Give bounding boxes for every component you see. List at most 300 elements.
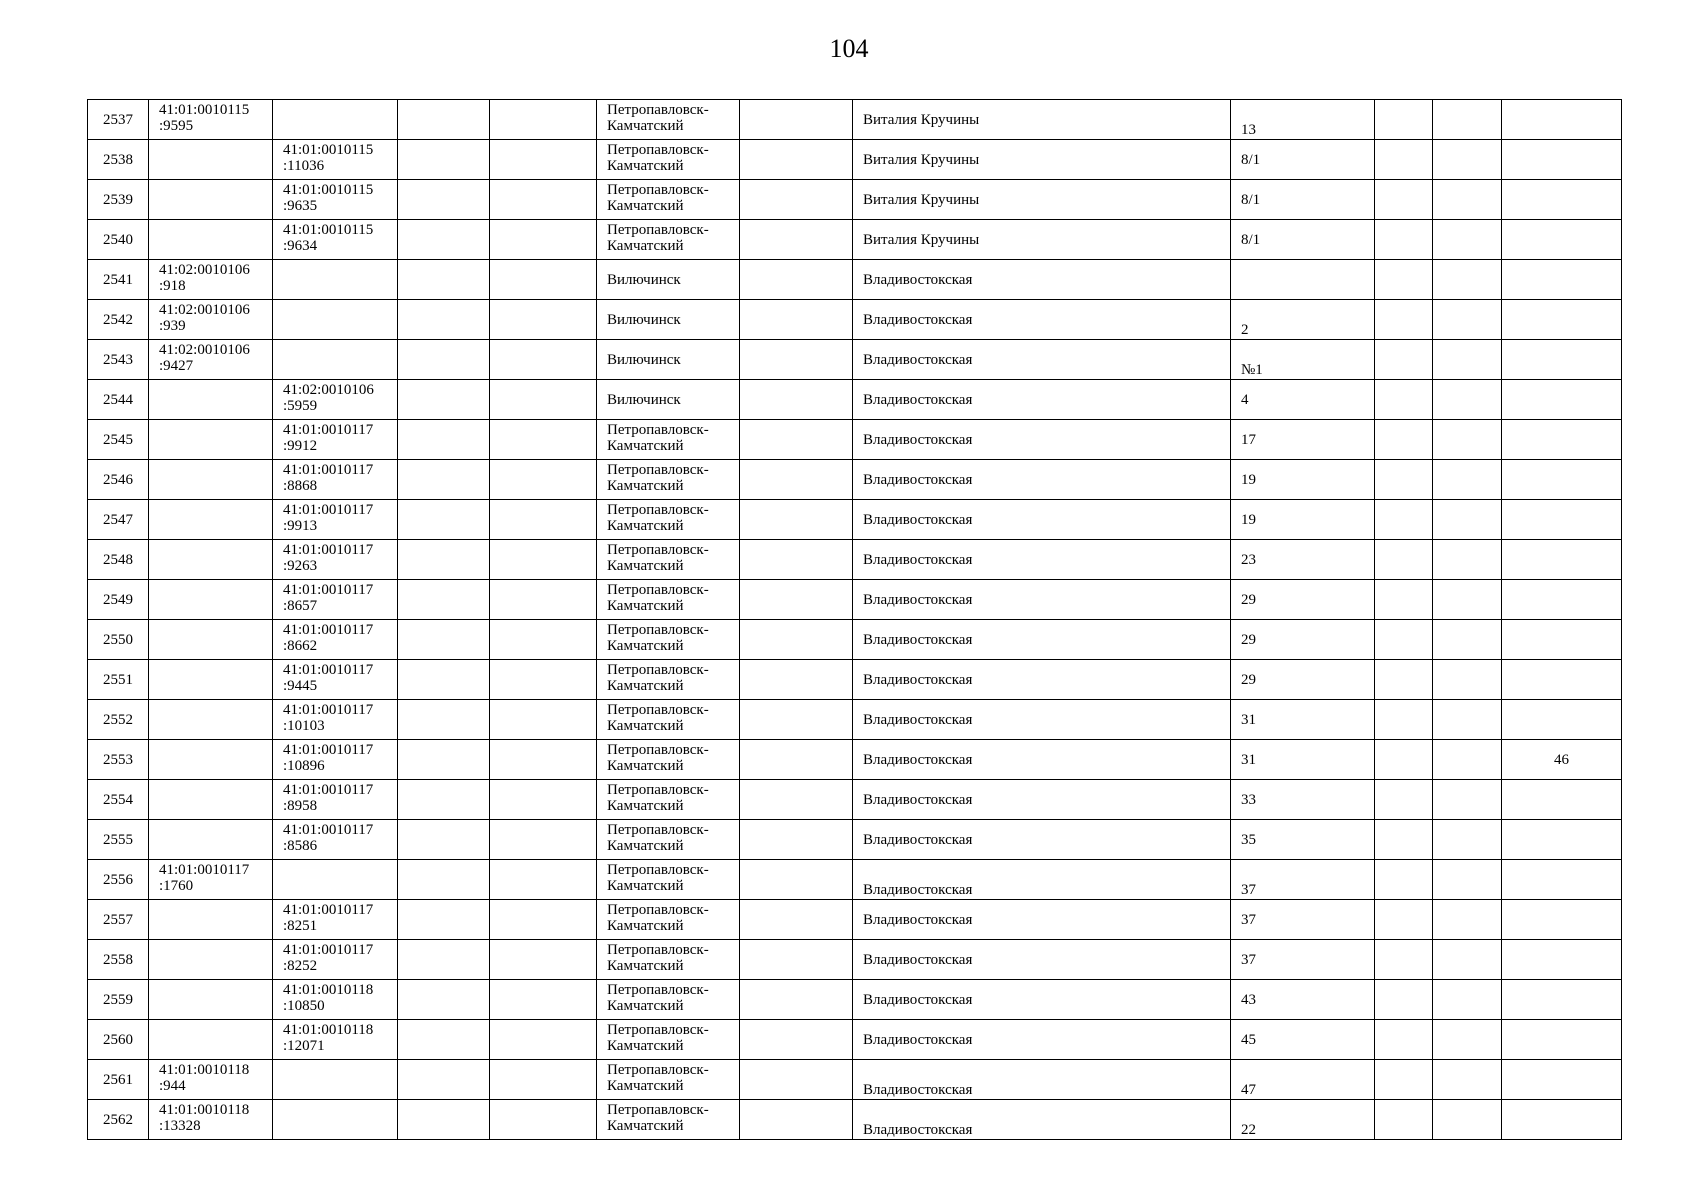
house-number-cell: 19: [1231, 500, 1375, 540]
cadastral-number-secondary: [273, 1060, 398, 1100]
cell-line: Петропавловск-: [607, 702, 709, 718]
row-number: 2552: [88, 700, 149, 740]
house-number-cell: 37: [1231, 940, 1375, 980]
cell-line: :9427: [159, 358, 194, 374]
table-row: [88, 460, 1622, 500]
empty-cell: [1433, 220, 1502, 260]
street-cell: Владивостокская: [853, 540, 1231, 580]
empty-cell: [490, 100, 597, 140]
cadastral-number-secondary: [273, 740, 398, 780]
table-row: [88, 1060, 1622, 1100]
empty-cell: [490, 420, 597, 460]
empty-cell: [398, 740, 490, 780]
empty-cell: [1433, 1020, 1502, 1060]
cell-line: 41:01:0010118: [283, 1022, 374, 1038]
cell-line: 41:01:0010117: [283, 462, 374, 478]
empty-cell: [740, 900, 853, 940]
city-cell: Вилючинск: [597, 340, 740, 380]
empty-cell: [740, 1100, 853, 1140]
street-cell: Владивостокская: [853, 780, 1231, 820]
empty-cell: [740, 860, 853, 900]
empty-cell: [1433, 580, 1502, 620]
cell-line: Петропавловск-: [607, 862, 709, 878]
apartment-cell: [1502, 260, 1622, 300]
cadastral-number-primary: [149, 260, 273, 300]
cell-line: 41:01:0010117: [283, 702, 374, 718]
city-cell: [597, 740, 740, 780]
row-number: 2545: [88, 420, 149, 460]
table-row: [88, 940, 1622, 980]
cadastral-number-secondary: [273, 980, 398, 1020]
cell-line: :944: [159, 1078, 186, 1094]
cell-line: 41:01:0010115: [159, 102, 250, 118]
empty-cell: [740, 100, 853, 140]
cell-line: Петропавловск-: [607, 1022, 709, 1038]
street-cell: Владивостокская: [853, 420, 1231, 460]
apartment-cell: [1502, 860, 1622, 900]
cell-line: 41:02:0010106: [283, 382, 374, 398]
empty-cell: [1375, 660, 1433, 700]
empty-cell: [1433, 660, 1502, 700]
house-number-cell: 45: [1231, 1020, 1375, 1060]
row-number: 2561: [88, 1060, 149, 1100]
cadastral-number-primary: [149, 980, 273, 1020]
table-row: [88, 140, 1622, 180]
street-cell: Виталия Кручины: [853, 220, 1231, 260]
cell-line: Камчатский: [607, 958, 684, 974]
row-number: 2546: [88, 460, 149, 500]
apartment-cell: [1502, 980, 1622, 1020]
house-number-cell: 31: [1231, 700, 1375, 740]
empty-cell: [740, 580, 853, 620]
city-cell: [597, 620, 740, 660]
empty-cell: [398, 820, 490, 860]
cadastral-number-primary: [149, 940, 273, 980]
cell-line: :13328: [159, 1118, 201, 1134]
empty-cell: [490, 1020, 597, 1060]
house-number-cell: 22: [1231, 1100, 1375, 1140]
table-row: [88, 820, 1622, 860]
row-number: 2559: [88, 980, 149, 1020]
cell-line: :9912: [283, 438, 318, 454]
cadastral-number-primary: [149, 100, 273, 140]
city-cell: [597, 420, 740, 460]
empty-cell: [490, 260, 597, 300]
cadastral-number-primary: [149, 900, 273, 940]
cell-line: :8252: [283, 958, 318, 974]
empty-cell: [1433, 260, 1502, 300]
cell-line: :8662: [283, 638, 318, 654]
table-row: [88, 420, 1622, 460]
cadastral-number-primary: [149, 220, 273, 260]
city-cell: [597, 1020, 740, 1060]
cell-line: Камчатский: [607, 438, 684, 454]
apartment-cell: [1502, 620, 1622, 660]
cell-line: Петропавловск-: [607, 1102, 709, 1118]
row-number: 2543: [88, 340, 149, 380]
empty-cell: [398, 1100, 490, 1140]
cadastral-number-primary: [149, 420, 273, 460]
table-row: [88, 220, 1622, 260]
cell-line: Камчатский: [607, 478, 684, 494]
cadastral-number-primary: [149, 300, 273, 340]
city-cell: [597, 220, 740, 260]
street-cell: Виталия Кручины: [853, 100, 1231, 140]
empty-cell: [1375, 1020, 1433, 1060]
empty-cell: [398, 300, 490, 340]
empty-cell: [1433, 540, 1502, 580]
cadastral-number-secondary: [273, 860, 398, 900]
empty-cell: [398, 900, 490, 940]
cadastral-number-primary: [149, 500, 273, 540]
empty-cell: [740, 660, 853, 700]
row-number: 2544: [88, 380, 149, 420]
row-number: 2539: [88, 180, 149, 220]
cell-line: Петропавловск-: [607, 902, 709, 918]
empty-cell: [490, 1060, 597, 1100]
empty-cell: [1433, 100, 1502, 140]
empty-cell: [398, 380, 490, 420]
apartment-cell: [1502, 780, 1622, 820]
street-cell: Владивостокская: [853, 900, 1231, 940]
cell-line: :9634: [283, 238, 318, 254]
empty-cell: [740, 700, 853, 740]
apartment-cell: [1502, 380, 1622, 420]
row-number: 2560: [88, 1020, 149, 1060]
page-number: 104: [829, 34, 869, 63]
empty-cell: [490, 780, 597, 820]
house-number-cell: 37: [1231, 900, 1375, 940]
empty-cell: [1375, 220, 1433, 260]
cell-line: 41:01:0010118: [159, 1102, 250, 1118]
apartment-cell: 46: [1502, 740, 1622, 780]
address-registry-table: [87, 99, 1622, 1140]
empty-cell: [1433, 380, 1502, 420]
empty-cell: [740, 300, 853, 340]
cell-line: 41:01:0010115: [283, 142, 374, 158]
empty-cell: [490, 980, 597, 1020]
empty-cell: [740, 460, 853, 500]
cell-line: 41:01:0010117: [283, 662, 374, 678]
empty-cell: [1375, 900, 1433, 940]
empty-cell: [740, 1020, 853, 1060]
cadastral-number-primary: [149, 460, 273, 500]
empty-cell: [398, 780, 490, 820]
house-number-cell: 29: [1231, 580, 1375, 620]
cell-line: 41:01:0010117: [283, 782, 374, 798]
empty-cell: [490, 820, 597, 860]
empty-cell: [490, 500, 597, 540]
empty-cell: [1375, 420, 1433, 460]
empty-cell: [1433, 420, 1502, 460]
empty-cell: [1433, 300, 1502, 340]
street-cell: Владивостокская: [853, 340, 1231, 380]
row-number: 2551: [88, 660, 149, 700]
empty-cell: [1433, 820, 1502, 860]
house-number-cell: 31: [1231, 740, 1375, 780]
cell-line: :918: [159, 278, 186, 294]
cell-line: :10103: [283, 718, 325, 734]
empty-cell: [740, 180, 853, 220]
house-number-cell: 4: [1231, 380, 1375, 420]
apartment-cell: [1502, 420, 1622, 460]
table-row: [88, 100, 1622, 140]
cell-line: :11036: [283, 158, 325, 174]
cell-line: Петропавловск-: [607, 142, 709, 158]
cadastral-number-primary: [149, 1020, 273, 1060]
empty-cell: [398, 260, 490, 300]
city-cell: [597, 1060, 740, 1100]
cell-line: Камчатский: [607, 758, 684, 774]
empty-cell: [1433, 980, 1502, 1020]
table-row: [88, 860, 1622, 900]
apartment-cell: [1502, 460, 1622, 500]
cell-line: Камчатский: [607, 918, 684, 934]
cadastral-number-primary: [149, 740, 273, 780]
cell-line: :9913: [283, 518, 318, 534]
row-number: 2542: [88, 300, 149, 340]
cadastral-number-secondary: [273, 340, 398, 380]
table-row: [88, 620, 1622, 660]
cell-line: 41:01:0010117: [159, 862, 250, 878]
cell-line: Петропавловск-: [607, 102, 709, 118]
city-cell: [597, 180, 740, 220]
cell-line: Петропавловск-: [607, 662, 709, 678]
city-cell: [597, 140, 740, 180]
cell-line: Петропавловск-: [607, 942, 709, 958]
empty-cell: [1375, 700, 1433, 740]
row-number: 2562: [88, 1100, 149, 1140]
cell-line: Камчатский: [607, 518, 684, 534]
cell-line: Камчатский: [607, 158, 684, 174]
row-number: 2548: [88, 540, 149, 580]
cadastral-number-primary: [149, 700, 273, 740]
cell-line: :939: [159, 318, 186, 334]
street-cell: Владивостокская: [853, 740, 1231, 780]
cell-line: Камчатский: [607, 1118, 684, 1134]
cadastral-number-primary: [149, 820, 273, 860]
city-cell: [597, 860, 740, 900]
cadastral-number-secondary: [273, 620, 398, 660]
house-number-cell: 33: [1231, 780, 1375, 820]
city-cell: Вилючинск: [597, 260, 740, 300]
row-number: 2558: [88, 940, 149, 980]
table-row: [88, 260, 1622, 300]
cadastral-number-secondary: [273, 780, 398, 820]
empty-cell: [740, 1060, 853, 1100]
cell-line: Камчатский: [607, 998, 684, 1014]
empty-cell: [1433, 340, 1502, 380]
cadastral-number-secondary: [273, 300, 398, 340]
apartment-cell: [1502, 1060, 1622, 1100]
cadastral-number-primary: [149, 580, 273, 620]
street-cell: Владивостокская: [853, 660, 1231, 700]
empty-cell: [398, 220, 490, 260]
empty-cell: [490, 860, 597, 900]
empty-cell: [1375, 260, 1433, 300]
empty-cell: [1433, 500, 1502, 540]
empty-cell: [490, 940, 597, 980]
empty-cell: [740, 780, 853, 820]
apartment-cell: [1502, 660, 1622, 700]
cadastral-number-secondary: [273, 180, 398, 220]
empty-cell: [740, 220, 853, 260]
cell-line: Камчатский: [607, 118, 684, 134]
street-cell: Владивостокская: [853, 860, 1231, 900]
cadastral-number-secondary: [273, 580, 398, 620]
table-row: [88, 780, 1622, 820]
cell-line: Камчатский: [607, 598, 684, 614]
apartment-cell: [1502, 500, 1622, 540]
empty-cell: [490, 300, 597, 340]
cadastral-number-secondary: [273, 1100, 398, 1140]
city-cell: [597, 900, 740, 940]
cadastral-number-secondary: [273, 460, 398, 500]
empty-cell: [1375, 340, 1433, 380]
empty-cell: [398, 1060, 490, 1100]
empty-cell: [490, 220, 597, 260]
table-row: [88, 700, 1622, 740]
cadastral-number-secondary: [273, 140, 398, 180]
empty-cell: [1375, 300, 1433, 340]
house-number-cell: 8/1: [1231, 220, 1375, 260]
empty-cell: [740, 540, 853, 580]
cadastral-number-secondary: [273, 700, 398, 740]
cadastral-number-secondary: [273, 500, 398, 540]
house-number-cell: 13: [1231, 100, 1375, 140]
house-number-cell: 8/1: [1231, 140, 1375, 180]
cell-line: :1760: [159, 878, 194, 894]
empty-cell: [1433, 900, 1502, 940]
house-number-cell: 19: [1231, 460, 1375, 500]
empty-cell: [398, 180, 490, 220]
city-cell: [597, 500, 740, 540]
cell-line: 41:01:0010117: [283, 622, 374, 638]
cell-line: Петропавловск-: [607, 462, 709, 478]
table-row: [88, 580, 1622, 620]
cell-line: :10896: [283, 758, 325, 774]
cell-line: :5959: [283, 398, 318, 414]
apartment-cell: [1502, 220, 1622, 260]
cadastral-number-secondary: [273, 260, 398, 300]
cadastral-number-primary: [149, 660, 273, 700]
empty-cell: [398, 700, 490, 740]
empty-cell: [398, 540, 490, 580]
cell-line: Камчатский: [607, 198, 684, 214]
empty-cell: [490, 380, 597, 420]
cadastral-number-secondary: [273, 1020, 398, 1060]
empty-cell: [398, 580, 490, 620]
table-row: [88, 340, 1622, 380]
row-number: 2541: [88, 260, 149, 300]
street-cell: Владивостокская: [853, 700, 1231, 740]
city-cell: [597, 580, 740, 620]
city-cell: [597, 540, 740, 580]
cell-line: Петропавловск-: [607, 822, 709, 838]
cadastral-number-secondary: [273, 940, 398, 980]
row-number: 2553: [88, 740, 149, 780]
city-cell: [597, 820, 740, 860]
table-row: [88, 980, 1622, 1020]
apartment-cell: [1502, 100, 1622, 140]
cell-line: 41:01:0010118: [283, 982, 374, 998]
city-cell: [597, 100, 740, 140]
cadastral-number-secondary: [273, 900, 398, 940]
cell-line: Петропавловск-: [607, 222, 709, 238]
row-number: 2537: [88, 100, 149, 140]
cell-line: Петропавловск-: [607, 982, 709, 998]
cell-line: Петропавловск-: [607, 502, 709, 518]
apartment-cell: [1502, 900, 1622, 940]
apartment-cell: [1502, 1100, 1622, 1140]
apartment-cell: [1502, 540, 1622, 580]
apartment-cell: [1502, 700, 1622, 740]
empty-cell: [1375, 100, 1433, 140]
cell-line: 41:01:0010117: [283, 742, 374, 758]
empty-cell: [740, 420, 853, 460]
cell-line: 41:01:0010117: [283, 582, 374, 598]
cell-line: 41:01:0010117: [283, 902, 374, 918]
apartment-cell: [1502, 1020, 1622, 1060]
empty-cell: [1375, 180, 1433, 220]
street-cell: Владивостокская: [853, 1060, 1231, 1100]
street-cell: Владивостокская: [853, 1020, 1231, 1060]
cadastral-number-secondary: [273, 220, 398, 260]
table-body: [88, 100, 1622, 1140]
city-cell: Вилючинск: [597, 380, 740, 420]
empty-cell: [740, 820, 853, 860]
apartment-cell: [1502, 140, 1622, 180]
cadastral-number-secondary: [273, 420, 398, 460]
table-row: [88, 1020, 1622, 1060]
empty-cell: [398, 860, 490, 900]
cadastral-number-primary: [149, 1060, 273, 1100]
city-cell: [597, 460, 740, 500]
cell-line: Камчатский: [607, 238, 684, 254]
cadastral-number-primary: [149, 140, 273, 180]
empty-cell: [398, 420, 490, 460]
row-number: 2549: [88, 580, 149, 620]
cell-line: Петропавловск-: [607, 582, 709, 598]
empty-cell: [1433, 620, 1502, 660]
cell-line: 41:01:0010117: [283, 502, 374, 518]
empty-cell: [398, 980, 490, 1020]
empty-cell: [740, 340, 853, 380]
apartment-cell: [1502, 940, 1622, 980]
street-cell: Владивостокская: [853, 620, 1231, 660]
empty-cell: [1433, 140, 1502, 180]
city-cell: [597, 660, 740, 700]
row-number: 2557: [88, 900, 149, 940]
cadastral-number-secondary: [273, 380, 398, 420]
cell-line: :8958: [283, 798, 318, 814]
house-number-cell: 17: [1231, 420, 1375, 460]
empty-cell: [740, 140, 853, 180]
house-number-cell: 2: [1231, 300, 1375, 340]
street-cell: Владивостокская: [853, 500, 1231, 540]
cadastral-number-primary: [149, 860, 273, 900]
house-number-cell: 47: [1231, 1060, 1375, 1100]
empty-cell: [1375, 1100, 1433, 1140]
city-cell: [597, 700, 740, 740]
cell-line: Камчатский: [607, 718, 684, 734]
row-number: 2554: [88, 780, 149, 820]
cadastral-number-secondary: [273, 820, 398, 860]
city-cell: [597, 1100, 740, 1140]
empty-cell: [1433, 780, 1502, 820]
house-number-cell: 23: [1231, 540, 1375, 580]
row-number: 2550: [88, 620, 149, 660]
